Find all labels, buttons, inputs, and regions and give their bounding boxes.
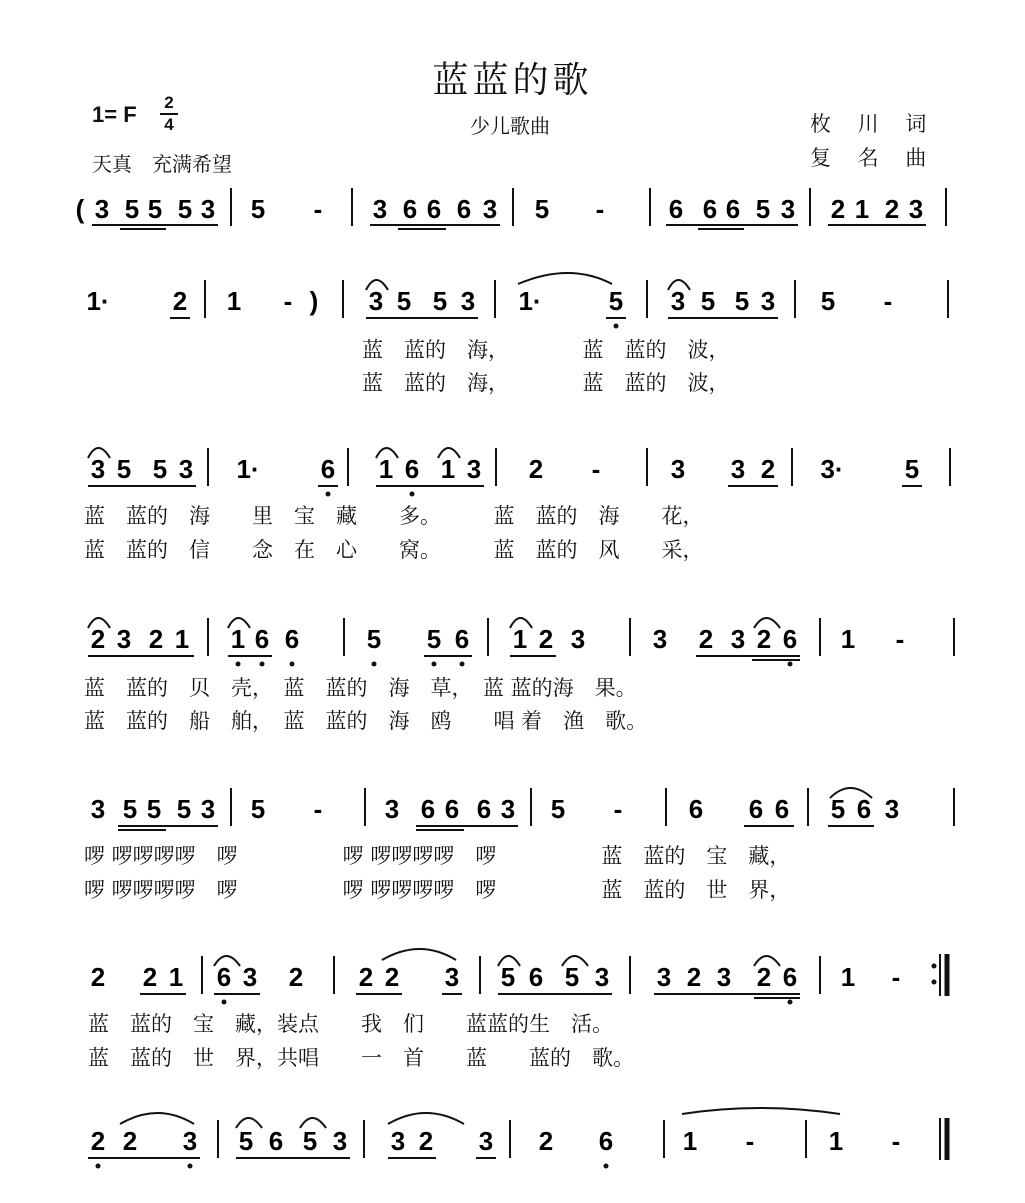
score-row-5: [91, 788, 954, 830]
score-row-1: [76, 188, 946, 229]
key-signature: 1= F: [92, 102, 137, 127]
note: 1: [840, 962, 856, 992]
note: 3: [372, 194, 388, 224]
note: 2: [756, 962, 772, 992]
note: 6: [320, 454, 336, 484]
note: 3: [570, 624, 586, 654]
note: 6: [420, 794, 436, 824]
note: 5: [550, 794, 566, 824]
note: 1: [854, 194, 870, 224]
note: 3: [656, 962, 672, 992]
lyric-line: 啰 啰啰啰啰 啰 啰 啰啰啰啰 啰 蓝 蓝的 世 界，: [84, 878, 791, 902]
note: 6: [774, 794, 790, 824]
note: 3: [730, 624, 746, 654]
note: 1: [378, 454, 394, 484]
lyric-line: 蓝 蓝的 海， 蓝 蓝的 波，: [362, 371, 730, 395]
lyric-line: 蓝 蓝的 宝 藏，装点 我 们 蓝蓝的生 活。: [88, 1012, 613, 1036]
note: 3: [200, 794, 216, 824]
lyric-line: 蓝 蓝的 信 念 在 心 窝。 蓝 蓝的 风 采，: [84, 538, 704, 562]
note: 2: [884, 194, 900, 224]
time-signature-bottom: 4: [164, 115, 174, 134]
note: 5: [122, 794, 138, 824]
note: 3: [780, 194, 796, 224]
tempo-marking: 天真 充满希望: [92, 152, 232, 176]
note: 1: [682, 1126, 698, 1156]
note: 1: [512, 624, 528, 654]
note: 5: [152, 454, 168, 484]
note: 2: [90, 962, 106, 992]
note: 2: [172, 286, 188, 316]
note: 3: [368, 286, 384, 316]
note: 3: [390, 1126, 406, 1156]
note: -: [891, 962, 901, 992]
composer-credit: 复 名 曲: [810, 146, 937, 170]
note: 2: [122, 1126, 138, 1156]
note: 2: [760, 454, 776, 484]
note: 6: [856, 794, 872, 824]
note: 6: [284, 624, 300, 654]
note: 6: [454, 624, 470, 654]
lyric-line: 蓝 蓝的 世 界，共唱 一 首 蓝 蓝的 歌。: [88, 1046, 634, 1070]
note: 2: [538, 624, 554, 654]
note: 2: [384, 962, 400, 992]
note: 5: [302, 1126, 318, 1156]
lyric-line: 啰 啰啰啰啰 啰 啰 啰啰啰啰 啰 蓝 蓝的 宝 藏，: [84, 844, 791, 868]
note: 5: [124, 194, 140, 224]
note: 1·: [86, 286, 110, 316]
score-row-3: [88, 448, 950, 497]
note: 5: [250, 794, 266, 824]
note: 5: [116, 454, 132, 484]
note: 2: [288, 962, 304, 992]
lyric-line: 蓝 蓝的 海 里 宝 藏 多。 蓝 蓝的 海 花，: [84, 504, 704, 528]
note: 1: [168, 962, 184, 992]
note: 1·: [518, 286, 542, 316]
note: -: [313, 794, 323, 824]
note: 3: [460, 286, 476, 316]
note: 5: [426, 624, 442, 654]
note: 5: [534, 194, 550, 224]
note: 5: [755, 194, 771, 224]
note: 6: [426, 194, 442, 224]
note: 6: [668, 194, 684, 224]
note: 6: [528, 962, 544, 992]
note: 5: [238, 1126, 254, 1156]
note: -: [595, 194, 605, 224]
note: 2: [686, 962, 702, 992]
song-genre: 少儿歌曲: [470, 114, 550, 138]
note: 6: [725, 194, 741, 224]
note: 3: [384, 794, 400, 824]
note: 5: [904, 454, 920, 484]
note: 5: [176, 794, 192, 824]
note: 2: [528, 454, 544, 484]
score-row-4: [88, 618, 954, 667]
note: 3: [200, 194, 216, 224]
note: 3: [182, 1126, 198, 1156]
score-row-2: [86, 273, 948, 329]
note: 6: [402, 194, 418, 224]
note: 5: [396, 286, 412, 316]
note: 5: [820, 286, 836, 316]
note: 1: [840, 624, 856, 654]
note: 3: [178, 454, 194, 484]
note: -: [283, 286, 293, 316]
note: 2: [142, 962, 158, 992]
note: 6: [598, 1126, 614, 1156]
note: 5: [608, 286, 624, 316]
note: 3: [478, 1126, 494, 1156]
note: 2: [90, 1126, 106, 1156]
note: 2: [90, 624, 106, 654]
note: 1: [174, 624, 190, 654]
song-title: 蓝蓝的歌: [432, 60, 593, 101]
lyricist-credit: 枚 川 词: [810, 112, 937, 136]
note: -: [591, 454, 601, 484]
note: 3: [482, 194, 498, 224]
note: 3: [716, 962, 732, 992]
note: -: [895, 624, 905, 654]
note: 2: [698, 624, 714, 654]
note: 2: [148, 624, 164, 654]
note: 5: [830, 794, 846, 824]
note: 6: [216, 962, 232, 992]
note: 1: [226, 286, 242, 316]
note: 3: [332, 1126, 348, 1156]
note: 3: [730, 454, 746, 484]
note: 2: [830, 194, 846, 224]
note: 6: [702, 194, 718, 224]
note: ): [309, 286, 319, 316]
note: 1: [230, 624, 246, 654]
note: 5: [500, 962, 516, 992]
lyric-line: 蓝 蓝的 贝 壳， 蓝 蓝的 海 草， 蓝 蓝的海 果。: [84, 676, 637, 700]
note: 6: [268, 1126, 284, 1156]
note: 5: [177, 194, 193, 224]
note: 1: [828, 1126, 844, 1156]
score-row-7: [88, 1108, 947, 1169]
note: 3: [116, 624, 132, 654]
note: 1·: [236, 454, 260, 484]
note: 6: [782, 962, 798, 992]
note: 5: [700, 286, 716, 316]
note: 5: [432, 286, 448, 316]
note: 6: [476, 794, 492, 824]
note: 3: [466, 454, 482, 484]
note: 3: [90, 794, 106, 824]
note: -: [891, 1126, 901, 1156]
note: 3: [908, 194, 924, 224]
note: 5: [564, 962, 580, 992]
note: 3: [884, 794, 900, 824]
note: 6: [688, 794, 704, 824]
note: 6: [444, 794, 460, 824]
note: -: [745, 1126, 755, 1156]
note: 3: [242, 962, 258, 992]
note: 5: [734, 286, 750, 316]
note: 2: [538, 1126, 554, 1156]
note: 6: [748, 794, 764, 824]
note: 3: [652, 624, 668, 654]
note: 5: [366, 624, 382, 654]
note: 6: [456, 194, 472, 224]
note: 5: [147, 194, 163, 224]
note: 3: [670, 454, 686, 484]
note: 2: [418, 1126, 434, 1156]
note: -: [883, 286, 893, 316]
note: -: [313, 194, 323, 224]
note: 3: [670, 286, 686, 316]
note: 3: [594, 962, 610, 992]
note: 2: [358, 962, 374, 992]
note: 3·: [820, 454, 844, 484]
lyric-line: 蓝 蓝的 船 舶， 蓝 蓝的 海 鸥 唱 着 渔 歌。: [84, 709, 648, 733]
note: 1: [440, 454, 456, 484]
note: (: [75, 194, 85, 224]
note: 3: [760, 286, 776, 316]
note: 3: [444, 962, 460, 992]
note: 5: [250, 194, 266, 224]
time-signature-top: 2: [164, 93, 174, 112]
note: 3: [90, 454, 106, 484]
score-row-6: [91, 949, 947, 1005]
lyric-line: 蓝 蓝的 海， 蓝 蓝的 波，: [362, 338, 730, 362]
note: 5: [146, 794, 162, 824]
note: 6: [254, 624, 270, 654]
note: 6: [782, 624, 798, 654]
note: -: [613, 794, 623, 824]
note: 3: [94, 194, 110, 224]
note: 6: [404, 454, 420, 484]
note: 2: [756, 624, 772, 654]
note: 3: [500, 794, 516, 824]
